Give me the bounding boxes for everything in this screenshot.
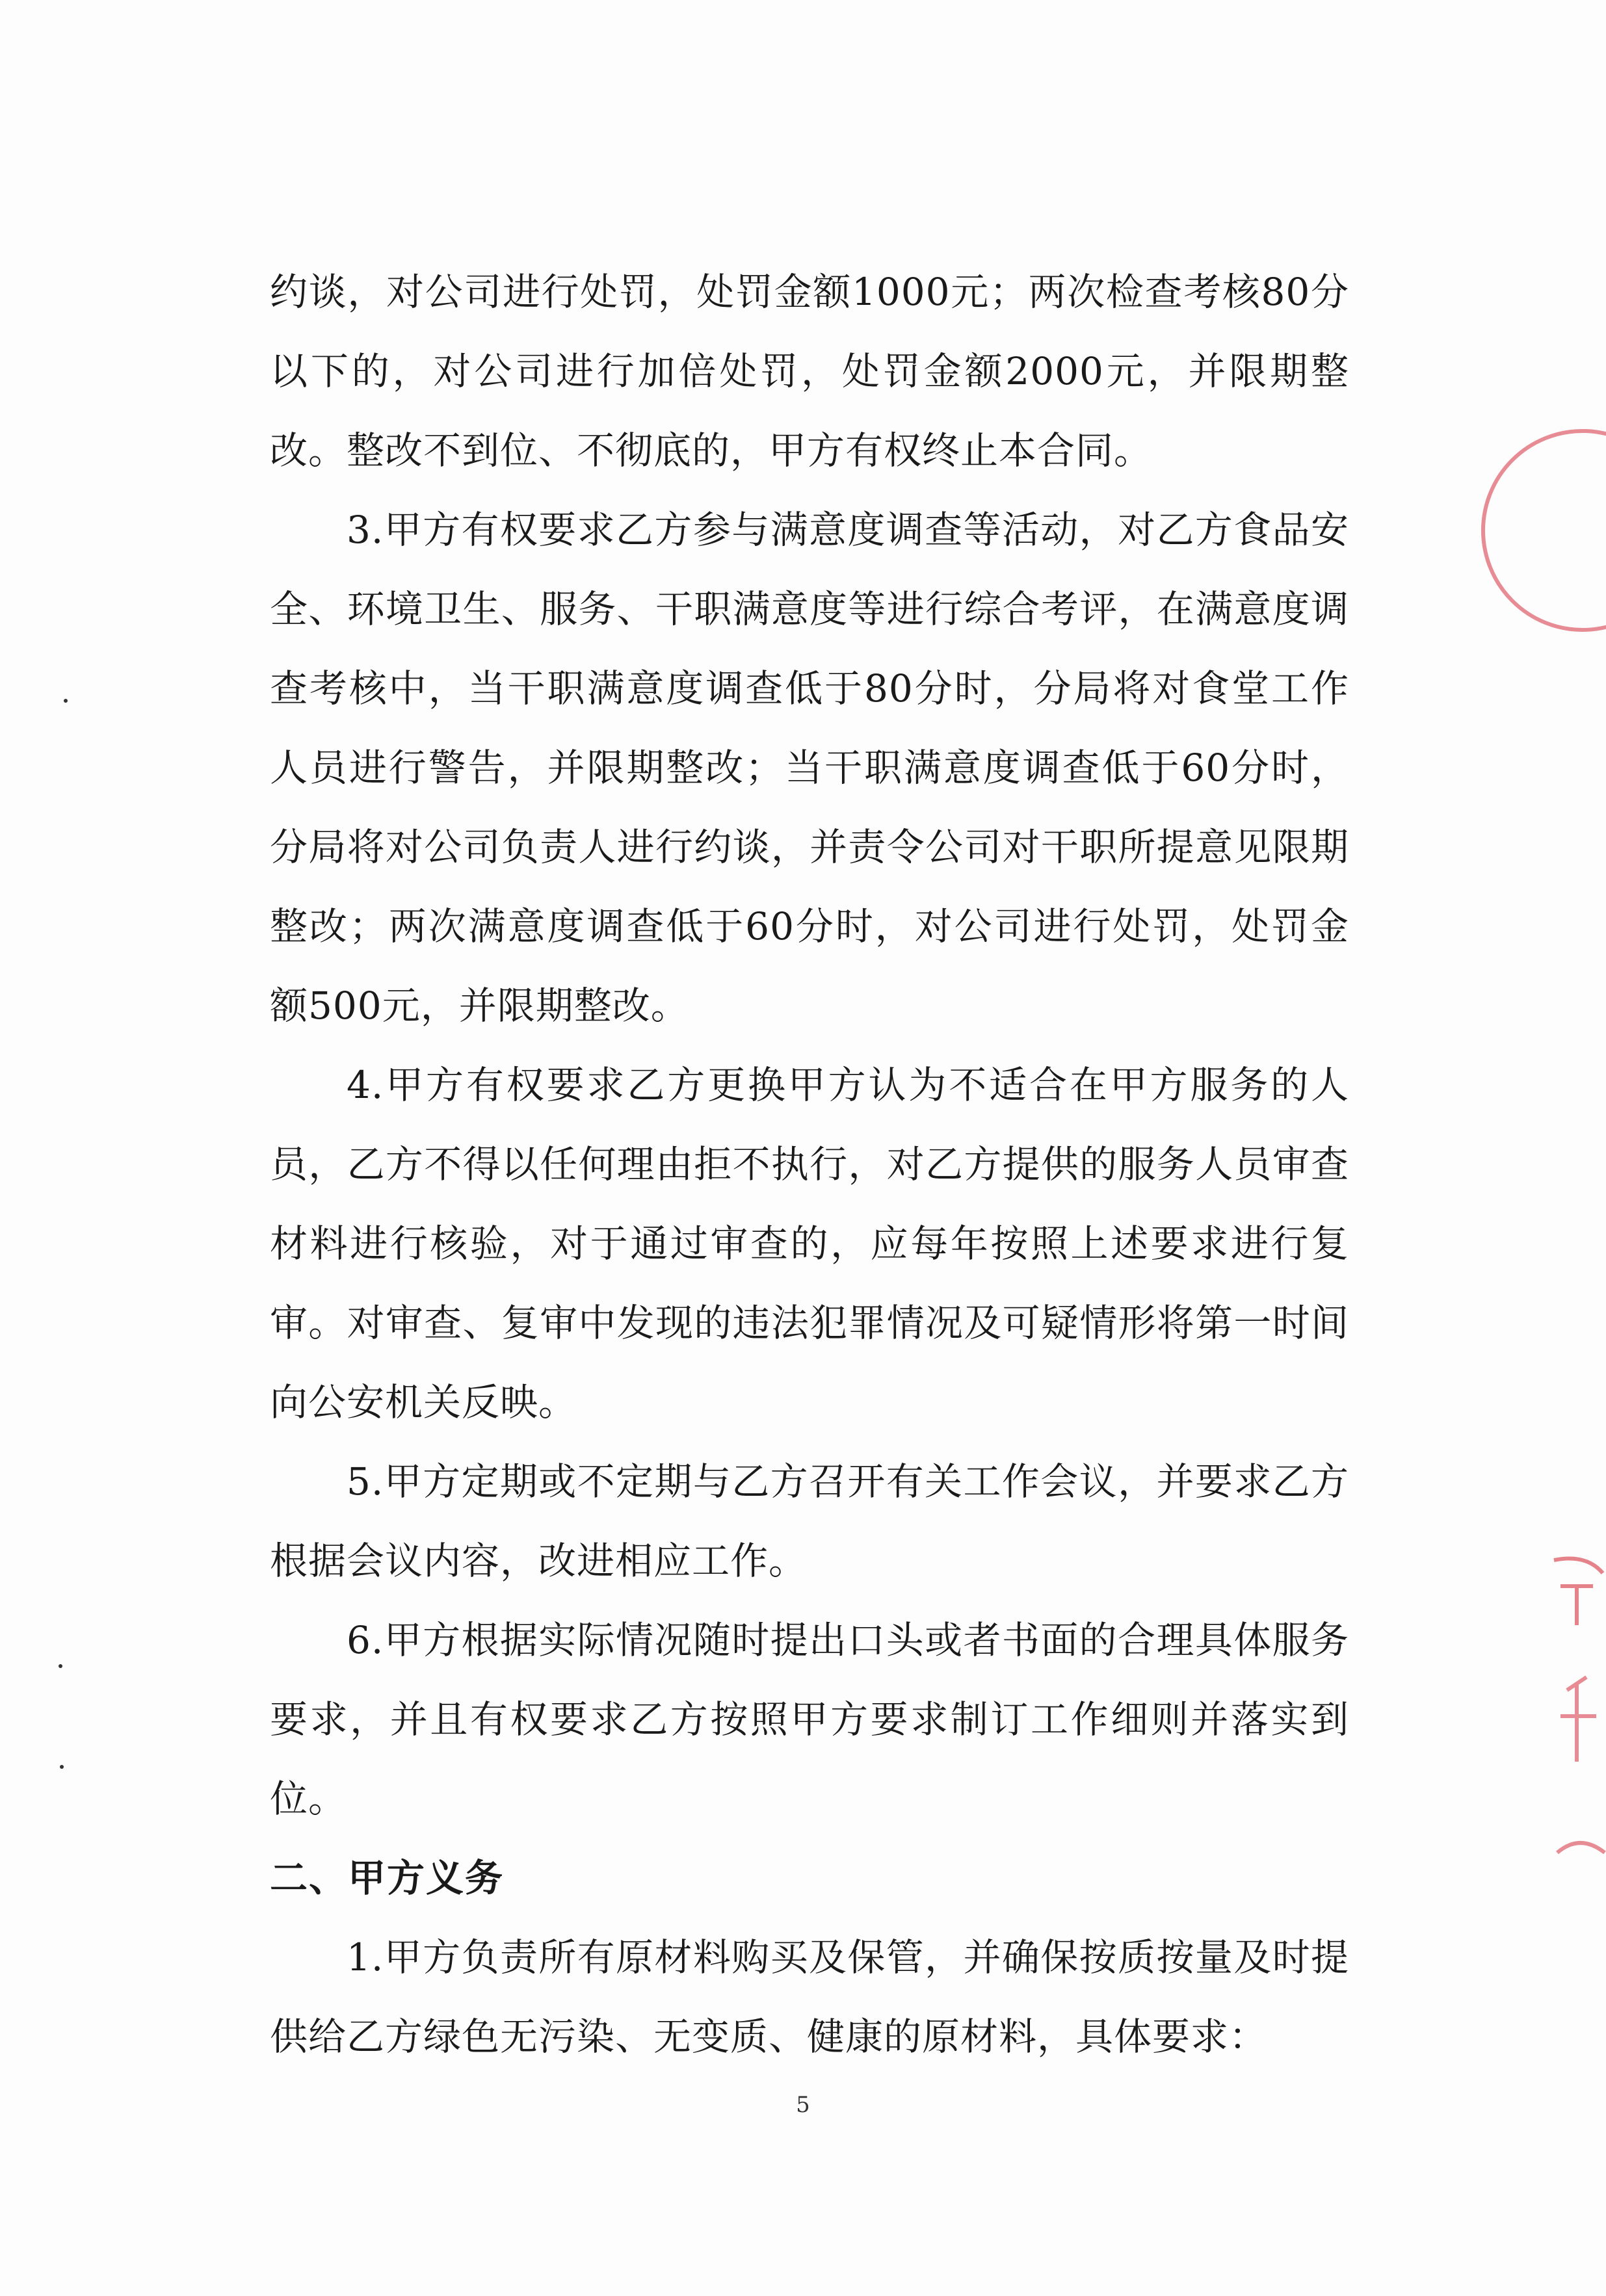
- binding-mark: [60, 1765, 64, 1769]
- paragraph-item-4: 4.甲方有权要求乙方更换甲方认为不适合在甲方服务的人员，乙方不得以任何理由拒不执行，对乙方提供的服务人员审查材料进行核验，对于通过审查的，应每年按照上述要求进行复审。对审查、复审中发现的违法犯罪情况及可疑情形将第一时间向公安机关反映。: [270, 1063, 1349, 1424]
- page-number: 5: [796, 2092, 810, 2118]
- paragraph-item-3: 3.甲方有权要求乙方参与满意度调查等活动，对乙方食品安全、环境卫生、服务、干职满意度等进行综合考评，在满意度调查考核中，当干职满意度调查低于80分时，分局将对食堂工作人员进行警告，并限期整改；当干职满意度调查低于60分时，分局将对公司负责人进行约谈，并责令公司对干职所提意见限期整改；两次满意度调查低于60分时，对公司进行处罚，处罚金额500元，并限期整改。: [270, 508, 1349, 1028]
- paragraph-obligation-1: 1.甲方负责所有原材料购买及保管，并确保按质按量及时提供给乙方绿色无污染、无变质、健康的原材料，具体要求：: [270, 1935, 1349, 2059]
- section-heading: 二、甲方义务: [270, 1856, 505, 1900]
- seal-stamp-top: [1481, 429, 1606, 632]
- binding-mark: [64, 699, 68, 703]
- document-body: [270, 252, 1349, 2076]
- paragraph-continuation: 约谈，对公司进行处罚，处罚金额1000元；两次检查考核80分以下的，对公司进行加倍处罚，处罚金额2000元，并限期整改。整改不到位、不彻底的，甲方有权终止本合同。: [270, 270, 1349, 473]
- paragraph-item-6: 6.甲方根据实际情况随时提出口头或者书面的合理具体服务要求，并且有权要求乙方按照甲方要求制订工作细则并落实到位。: [270, 1618, 1349, 1821]
- seal-fragment-bottom: [1547, 1547, 1606, 1885]
- binding-mark: [59, 1664, 62, 1668]
- paragraph-item-5: 5.甲方定期或不定期与乙方召开有关工作会议，并要求乙方根据会议内容，改进相应工作。: [270, 1459, 1349, 1583]
